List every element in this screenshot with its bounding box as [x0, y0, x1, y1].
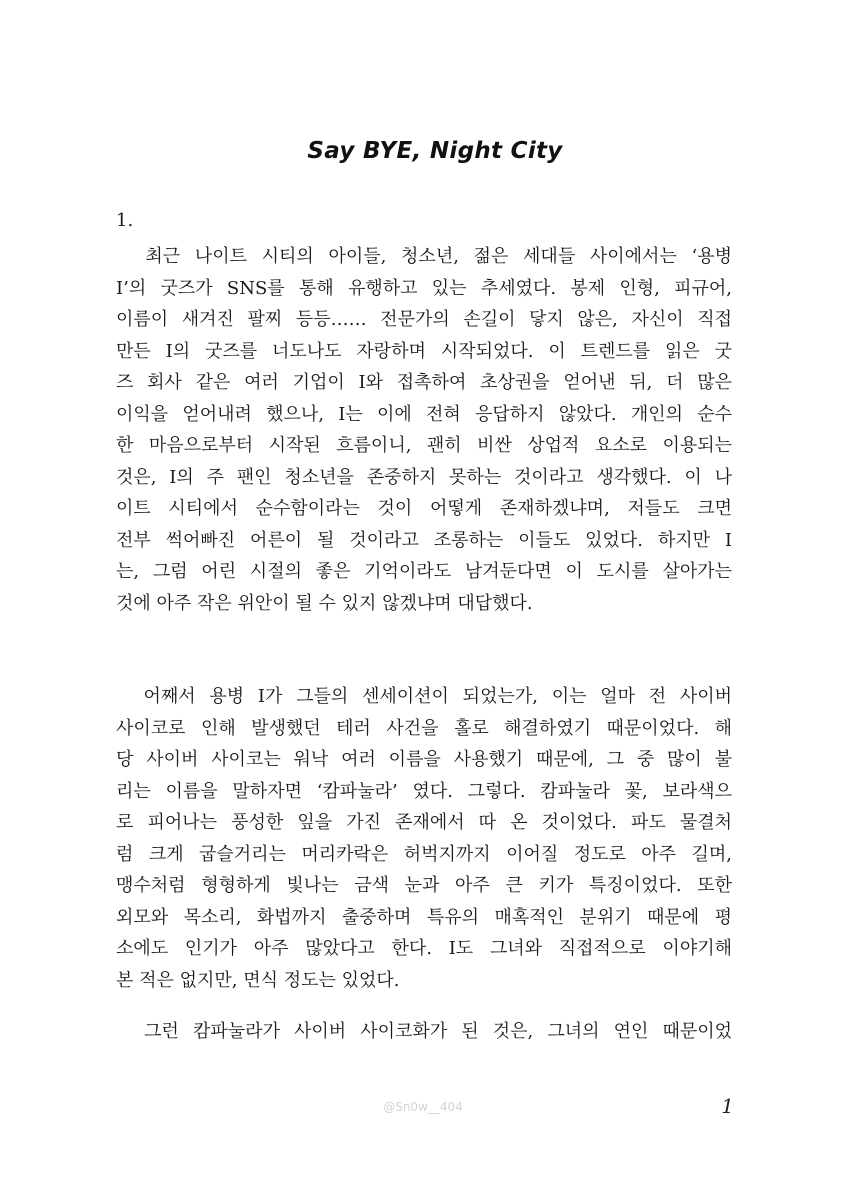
- paragraph-line: 럼 크게 굽슬거리는 머리카락은 허벅지까지 이어질 정도로 아주 길며,: [116, 843, 732, 865]
- paragraph-line: 것에 아주 작은 위안이 될 수 있지 않겠냐며 대답했다.: [116, 592, 533, 614]
- paragraph-line: 전부 썩어빠진 어른이 될 것이라고 조롱하는 이들도 있었다. 하지만 I: [116, 529, 732, 551]
- paragraph-line: 본 적은 없지만, 면식 정도는 있었다.: [116, 969, 400, 991]
- paragraph-line: 이트 시티에서 순수함이라는 것이 어떻게 존재하겠냐며, 저들도 크면: [116, 498, 732, 519]
- paragraph-line: 그런 캄파눌라가 사이버 사이코화가 된 것은, 그녀의 연인 때문이었: [116, 1021, 732, 1042]
- page-number: 1: [721, 1094, 734, 1118]
- paragraph-line: 이름이 새겨진 팔찌 등등…… 전문가의 손길이 닿지 않은, 자신이 직접: [116, 309, 732, 330]
- paragraph-line: 어째서 용병 I가 그들의 센세이션이 되었는가, 이는 얼마 전 사이버: [116, 686, 732, 707]
- paragraph-line: 사이코로 인해 발생했던 테러 사건을 홀로 해결하였기 때문이었다. 해: [116, 717, 732, 739]
- section-number: 1.: [116, 210, 134, 231]
- paragraph-1: [116, 241, 732, 619]
- paragraph-line: 즈 회사 같은 여러 기업이 I와 접촉하여 초상권을 얻어낸 뒤, 더 많은: [116, 372, 732, 393]
- watermark: @Sn0w__404: [383, 1100, 463, 1114]
- paragraph-2: [116, 681, 732, 996]
- paragraph-line: 것은, I의 주 팬인 청소년을 존중하지 못하는 것이라고 생각했다. 이 나: [116, 466, 732, 488]
- paragraph-line: 리는 이름을 말하자면 ‘캄파눌라’ 였다. 그렇다. 캄파눌라 꽃, 보라색으: [116, 780, 732, 802]
- paragraph-line: 외모와 목소리, 화법까지 출중하며 특유의 매혹적인 분위기 때문에 평: [116, 906, 732, 928]
- paragraph-line: I’의 굿즈가 SNS를 통해 유행하고 있는 추세였다. 봉제 인형, 피규어,: [116, 277, 732, 299]
- paragraph-line: 최근 나이트 시티의 아이들, 청소년, 젊은 세대들 사이에서는 ‘용병: [116, 246, 732, 267]
- paragraph-line: 한 마음으로부터 시작된 흐름이니, 괜히 비싼 상업적 요소로 이용되는: [116, 435, 732, 456]
- paragraph-line: 이익을 얻어내려 했으나, I는 이에 전혀 응답하지 않았다. 개인의 순수: [116, 403, 732, 425]
- paragraph-line: 는, 그럼 어린 시절의 좋은 기억이라도 남겨둔다면 이 도시를 살아가는: [116, 561, 732, 582]
- paragraph-line: 당 사이버 사이코는 워낙 여러 이름을 사용했기 때문에, 그 중 많이 불: [116, 749, 732, 770]
- paragraph-3: [116, 1016, 732, 1048]
- paragraph-line: 로 피어나는 풍성한 잎을 가진 존재에서 따 온 것이었다. 파도 물결처: [116, 812, 732, 833]
- paragraph-line: 소에도 인기가 아주 많았다고 한다. I도 그녀와 직접적으로 이야기해: [116, 938, 732, 959]
- paragraph-line: 만든 I의 굿즈를 너도나도 자랑하며 시작되었다. 이 트렌드를 읽은 굿: [116, 340, 732, 362]
- paragraph-line: 맹수처럼 형형하게 빛나는 금색 눈과 아주 큰 키가 특징이었다. 또한: [116, 875, 732, 896]
- document-title: Say BYE, Night City: [307, 138, 563, 164]
